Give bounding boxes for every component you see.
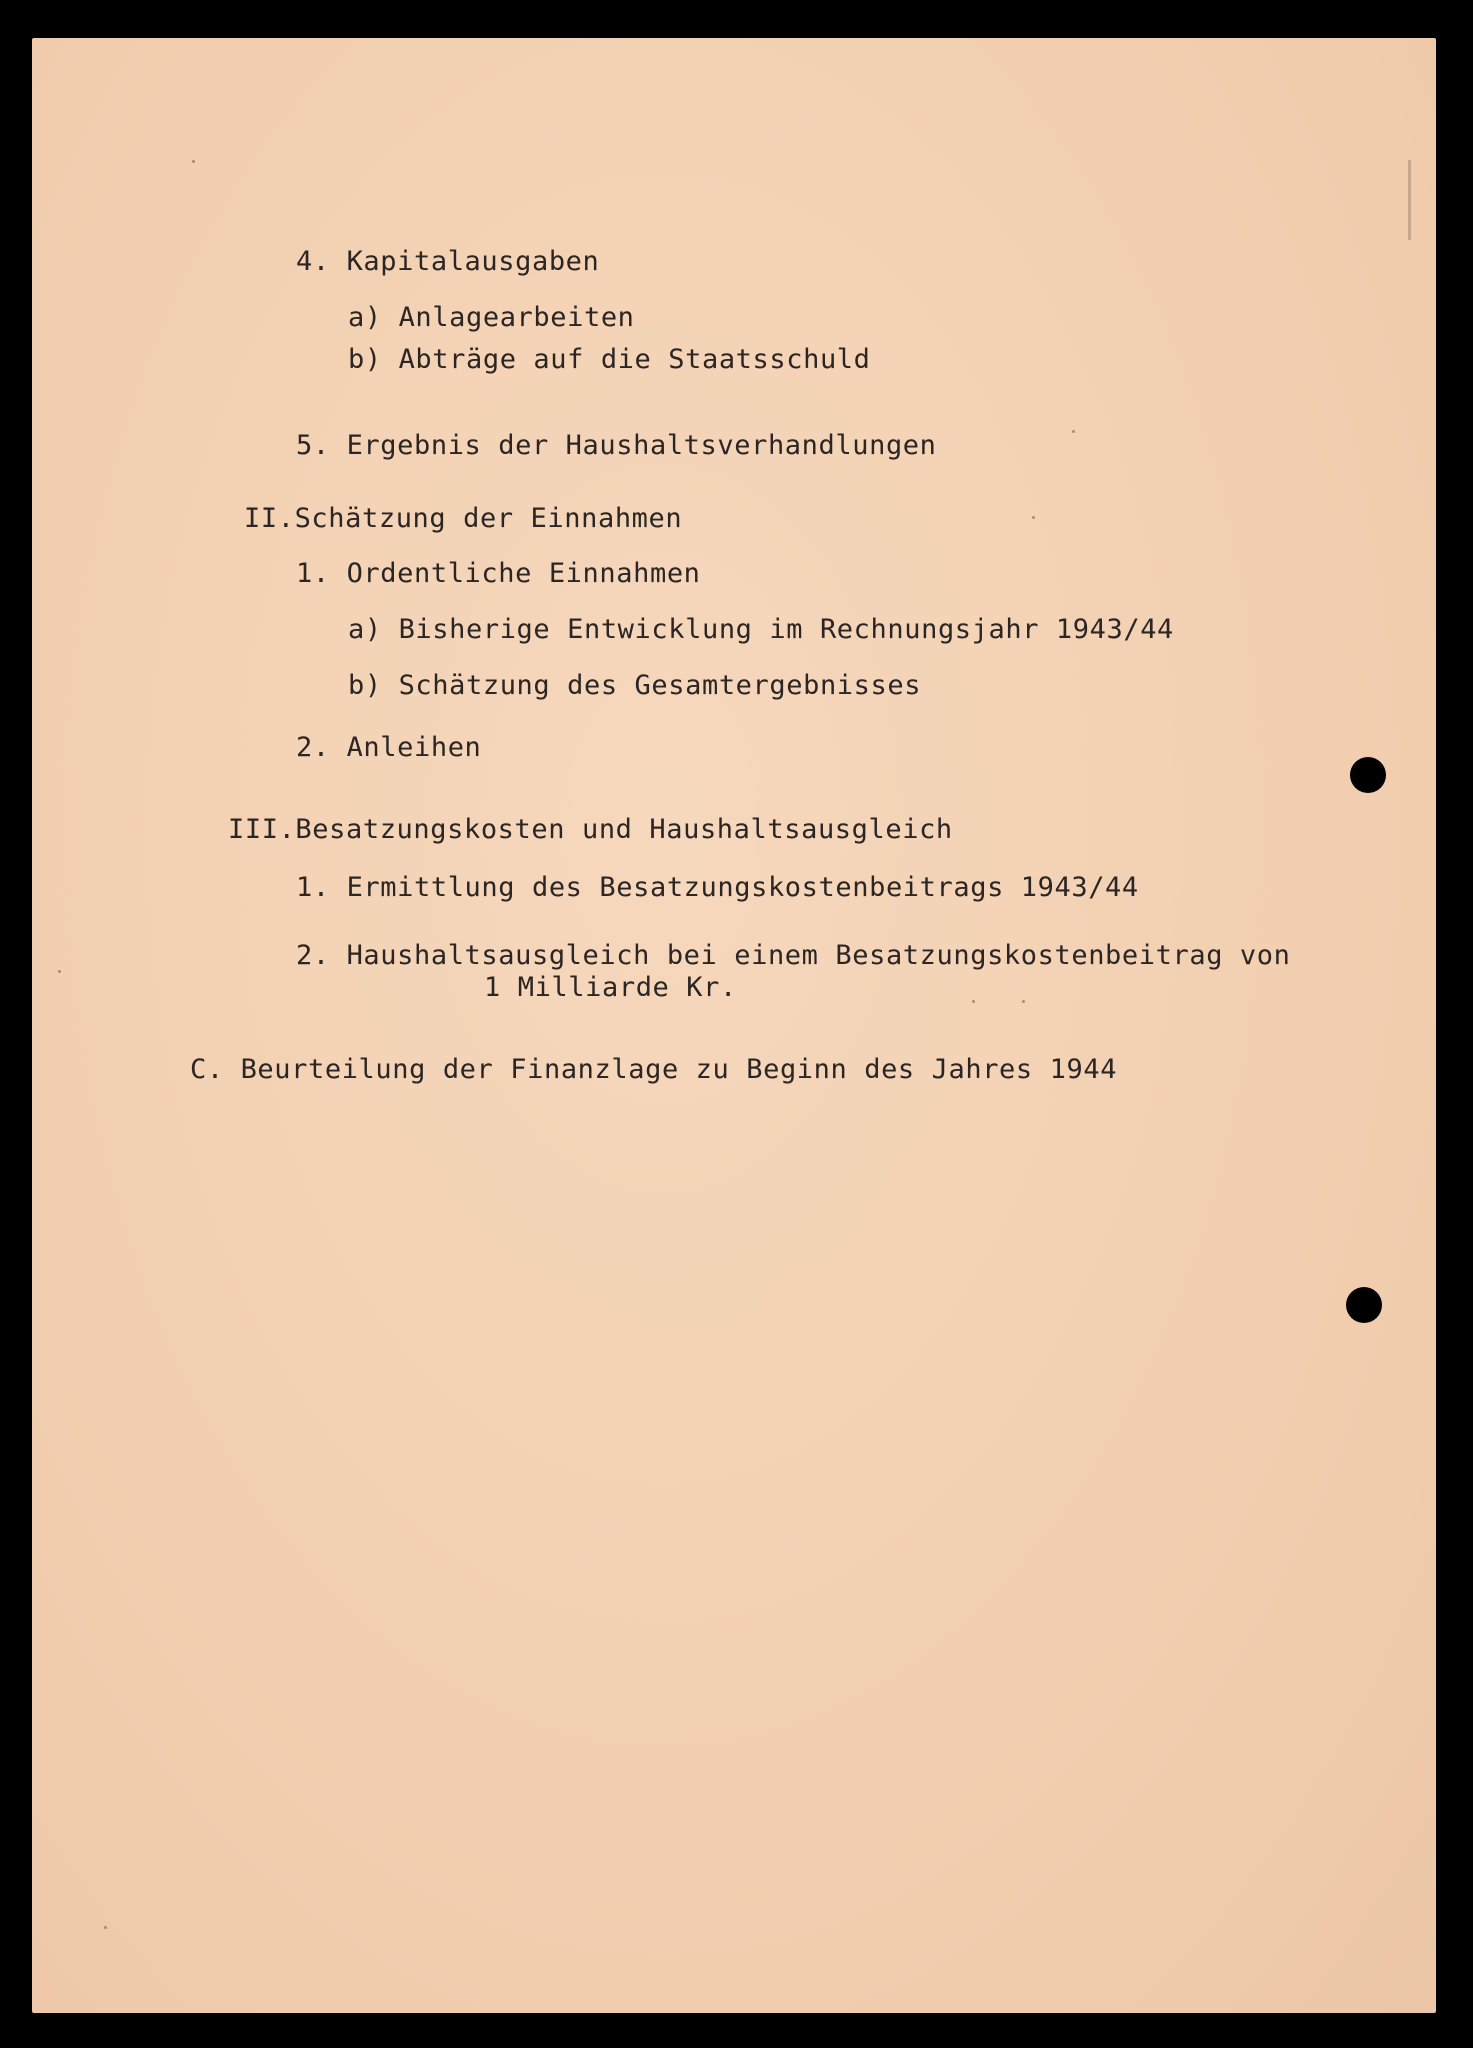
item-4b-abtraege: b) Abträge auf die Staatsschuld [348, 344, 871, 375]
paper-speck [972, 1000, 975, 1003]
heading-iii-2-haushaltsausgleich: 2. Haushaltsausgleich bei einem Besatzungskostenbeitrag von [296, 940, 1291, 971]
section-c-heading: C. Beurteilung der Finanzlage zu Beginn des Jahres 1944 [190, 1054, 1118, 1085]
document-page [32, 38, 1436, 2013]
paper-speck [1072, 430, 1075, 433]
paper-speck [58, 970, 61, 973]
paper-speck [192, 160, 195, 163]
paper-crease [1408, 160, 1411, 240]
paper-speck [1022, 1000, 1025, 1003]
heading-1-ordentliche-einnahmen: 1. Ordentliche Einnahmen [296, 558, 701, 589]
heading-2-anleihen: 2. Anleihen [296, 732, 482, 763]
punch-hole [1346, 1287, 1382, 1323]
section-ii-heading: II.Schätzung der Einnahmen [244, 503, 683, 534]
heading-4-kapitalausgaben: 4. Kapitalausgaben [296, 246, 600, 277]
item-1b-schaetzung-gesamtergebnis: b) Schätzung des Gesamtergebnisses [348, 670, 922, 701]
item-4a-anlagearbeiten: a) Anlagearbeiten [348, 302, 635, 333]
heading-5-ergebnis: 5. Ergebnis der Haushaltsverhandlungen [296, 430, 937, 461]
paper-speck [104, 1926, 107, 1929]
paper-speck [1032, 516, 1035, 519]
heading-iii-1-ermittlung: 1. Ermittlung des Besatzungskostenbeitrags 1943/44 [296, 872, 1139, 903]
section-iii-heading: III.Besatzungskosten und Haushaltsausgleich [228, 814, 953, 845]
item-1a-bisherige-entwicklung: a) Bisherige Entwicklung im Rechnungsjahr 1943/44 [348, 614, 1174, 645]
heading-iii-2-continuation: 1 Milliarde Kr. [484, 972, 737, 1003]
punch-hole [1350, 757, 1386, 793]
